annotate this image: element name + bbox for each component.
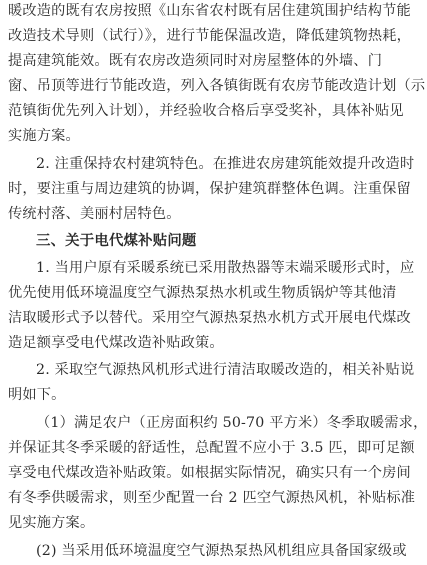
paragraph-start-line: 2. 注重保持农村建筑特色。在推进农房建筑能效提升改造时 — [36, 156, 415, 172]
text-line: 见实施方案。 — [8, 515, 95, 531]
text-line: 洁取暖形式予以替代。采用空气源热泵热水机方式开展电代煤改 — [8, 310, 411, 326]
text-line: 改造技术导则（试行）》，进行节能保温改造，降低建筑物热耗， — [8, 28, 412, 44]
text-line: 并保证其冬季采暖的舒适性，总配置不应小于 3.5 匹，即可足额 — [8, 440, 415, 456]
paragraph-start-line: 1. 当用户原有采暖系统已采用散热器等末端采暖形式时，应 — [36, 260, 415, 276]
text-line: 造足额享受电代煤改造补贴政策。 — [8, 335, 224, 351]
text-line: 范镇街优先列入计划），并经验收合格后享受奖补，具体补贴见 — [8, 103, 404, 119]
text-line: 实施方案。 — [8, 128, 80, 144]
text-line: 明如下。 — [8, 387, 66, 403]
text-line: 有冬季供暖需求，则至少配置一台 2 匹空气源热风机，补贴标准 — [8, 490, 416, 506]
section-heading: 三、关于电代煤补贴问题 — [36, 233, 197, 249]
text-line: 提高建筑能效。既有农房改造须同时对房屋整体的外墙、门 — [8, 53, 383, 69]
text-line: 窗、吊顶等进行节能改造，列入各镇街既有农房节能改造计划（示 — [8, 78, 426, 94]
text-line: 优先使用低环境温度空气源热泵热水机或生物质锅炉等其他清 — [8, 285, 397, 301]
paragraph-start-line: （1）满足农户（正房面积约 50-70 平方米）冬季取暖需求， — [36, 415, 427, 431]
text-line: 传统村落、美丽村居特色。 — [8, 206, 181, 222]
text-line: 时，要注重与周边建筑的协调，保护建筑群整体色调。注重保留 — [8, 181, 411, 197]
text-line: 享受电代煤改造补贴政策。如根据实际情况，确实只有一个房间 — [8, 465, 411, 481]
paragraph-start-line: (2) 当采用低环境温度空气源热泵热风机组应具备国家级或 — [36, 543, 407, 559]
paragraph-start-line: 2. 采取空气源热风机形式进行清洁取暖改造的，相关补贴说 — [36, 362, 415, 378]
text-line: 暖改造的既有农房按照《山东省农村既有居住建筑围护结构节能 — [8, 3, 411, 19]
